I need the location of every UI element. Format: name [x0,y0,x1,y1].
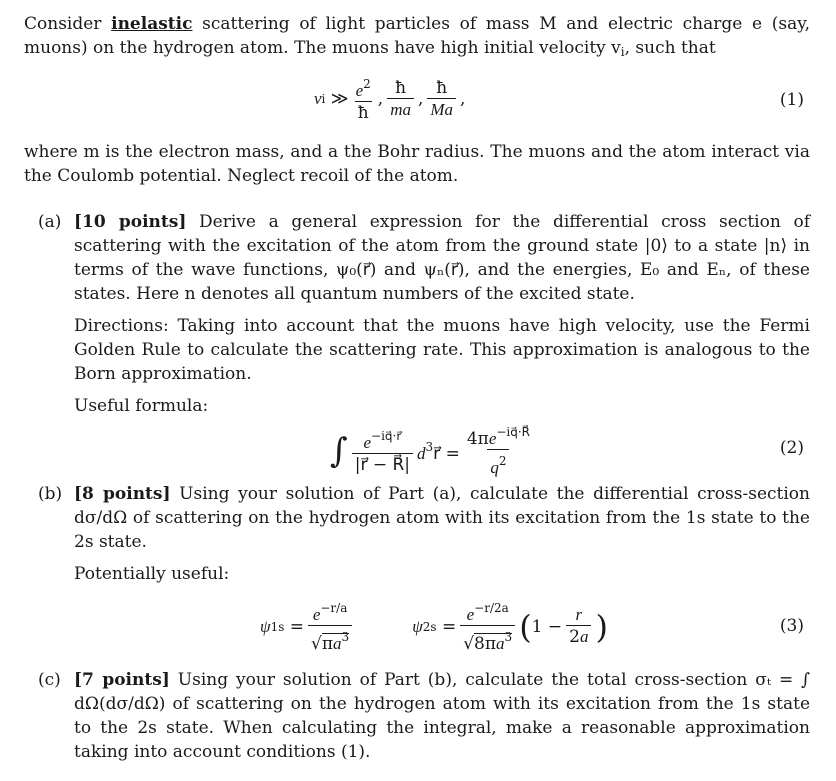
equation-number: (2) [779,438,804,458]
part-label: (c) [38,670,61,690]
part-b: (b) [8 points] Using your solution of Part (a), calculate the differential cross-section dσ/dΩ of scattering on the hydrogen atom with its excitation from the 1s state to the 2s state. Potentially useful: ψ 1s = $\frac{e^{-r/a}}{√\pi a^3}$ ψ 2s = $\frac{e^{-r/2a}}{√8\pi a^3}$ ( 1 − $\frac{r}{2a}$ ) (3) [24,482,810,664]
problem-page [24,12,810,764]
equation-2: ∫ $\frac{e^{-iq⃗\cdot r⃗}}{|r⃗ - R⃗|}$ $d^3r⃗$ = $\frac{4\pi e^{-iq⃗\cdot R⃗}}{q^2}$ (2) [330,425,804,477]
part-label: (a) [38,212,62,232]
equation-number: (1) [779,90,804,110]
points-badge: [8 points] [74,484,171,504]
inelastic-emphasis: inelastic [111,14,193,34]
points-badge: [7 points] [74,670,170,690]
equation-number: (3) [779,616,804,636]
part-a: (a) [10 points] Derive a general expression for the differential cross section of scattering with the excitation of the atom from the ground state |0⟩ to a state |n⟩ in terms of the wave functions, ψ₀(r⃗) and ψₙ(r⃗), and the energies, E₀ and Eₙ, of these states. Here n denotes all quantum numbers of the excited state. Directions: Taking into account that the muons have high velocity, use the Fermi Golden Rule to calculate the scattering rate. This approximation is analogous to the Born approximation. Useful formula: ∫ $\frac{e^{-iq⃗\cdot r⃗}}{|r⃗ - R⃗|}$ $d^3r⃗$ = $\frac{4\pi e^{-iq⃗\cdot R⃗}}{q^2}$ (2) [24,210,810,478]
points-badge: [10 points] [74,212,187,232]
intro-paragraph: Consider inelastic scattering of light particles of mass M and electric charge e (say, muons) on the hydrogen atom. The muons have high initial velocity $v_i$, such that [24,14,810,59]
equation-3: ψ 1s = $\frac{e^{-r/a}}{√\pi a^3}$ ψ 2s = $\frac{e^{-r/2a}}{√8\pi a^3}$ ( 1 − $\frac{r}{2a}$ ) (3) [260,601,804,654]
after-equation-text: where m is the electron mass, and a the Bohr radius. The muons and the atom interact via the Coulomb potential. Neglect recoil of the atom. [24,142,810,186]
useful-formula-label: Useful formula: [74,396,209,416]
directions-text: Directions: Taking into account that the muons have high velocity, use the Fermi Golden Rule to calculate the scattering rate. This approximation is analogous to the Born approximation. [74,316,810,384]
potentially-useful-label: Potentially useful: [74,564,230,584]
equation-1: v i ≫ $\frac{e^2}{ħ}$ , $\frac{ħ}{ma}$ , $\frac{ħ}{Ma}$ , (1) [314,77,804,123]
part-label: (b) [38,484,63,504]
part-c: (c) [7 points] Using your solution of Part (b), calculate the total cross-section σₜ = ∫ dΩ(dσ/dΩ) of scattering on the hydrogen atom with its excitation from the 1s state to the 2s state. When calculating the integral, make a reasonable approximation taking into account conditions (1). [38,670,810,762]
